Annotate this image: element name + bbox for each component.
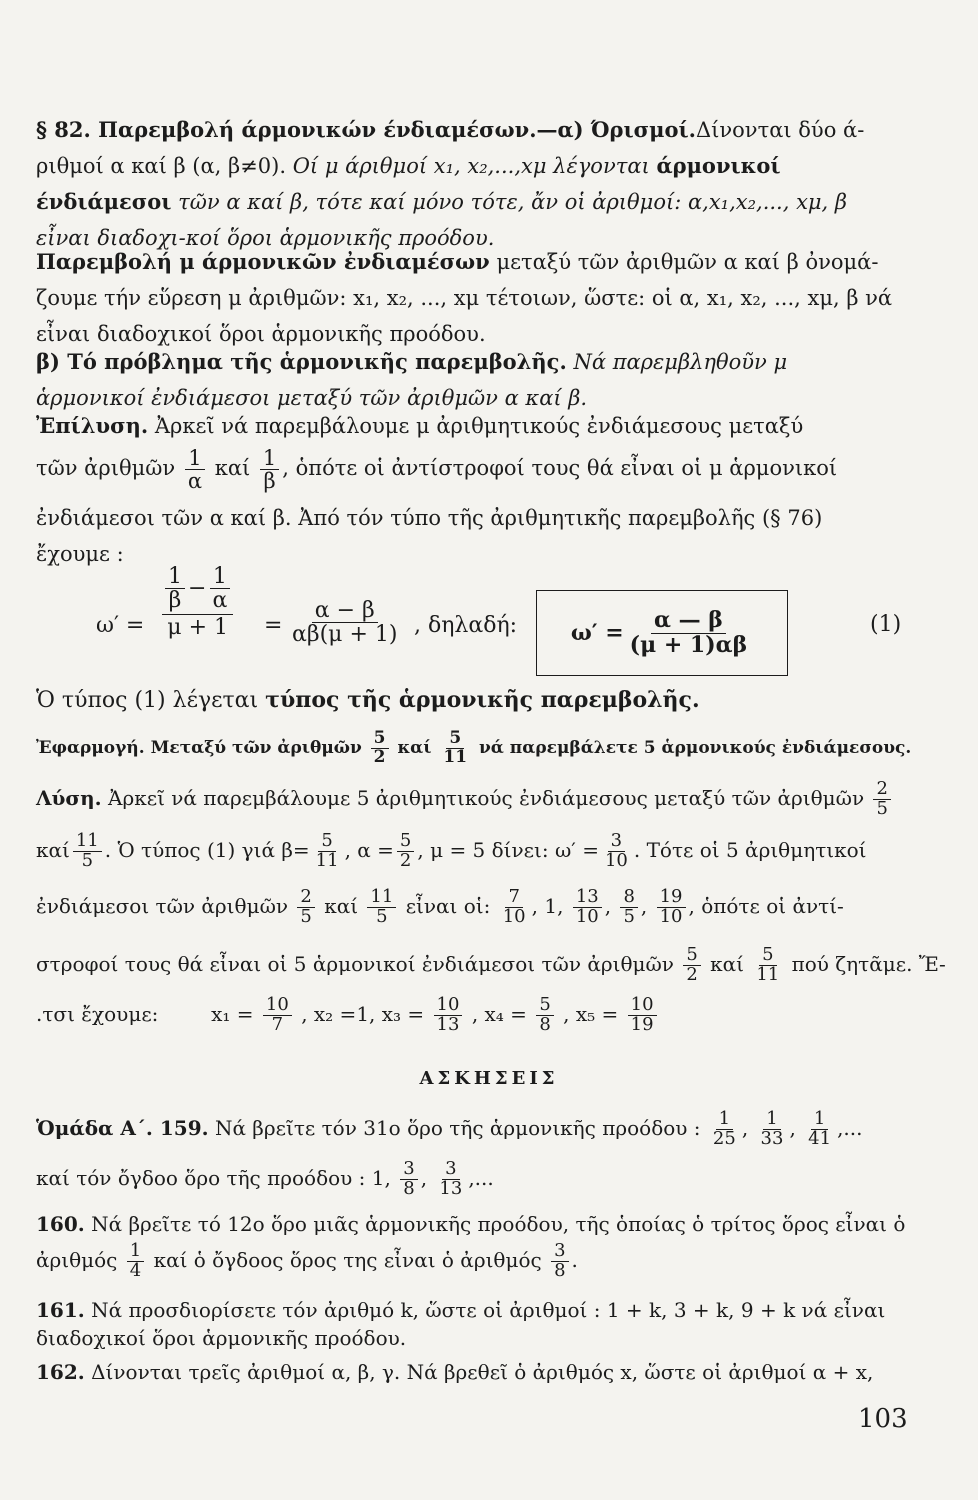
exercise-159-text-2: καί τόν ὄγδοο ὅρο τῆς προόδου : (36, 1165, 366, 1190)
solution-line-2 (36, 444, 896, 492)
frac-den: 2 (399, 849, 412, 871)
kai-text: καί (324, 893, 359, 918)
x3-label: x₃ = (381, 1001, 425, 1026)
frac-num: 10 (434, 996, 463, 1016)
fraction-7-10 (500, 888, 529, 927)
frac-den: 7 (271, 1013, 284, 1035)
dilladi-text: , δηλαδή: (414, 613, 518, 638)
fraction-b (313, 832, 342, 871)
lysi-line-3 (36, 888, 916, 927)
interpolation-paragraph (36, 244, 896, 352)
frac-den: αβ(μ + 1) (292, 622, 398, 648)
frac-den: 2 (686, 963, 698, 985)
comma: , (741, 1115, 749, 1140)
omega-lhs: ω′ = (96, 613, 145, 638)
solution-text-3: ἐνδιάμεσοι τῶν α καί β. Ἀπό τόν τύπο τῆς ἀριθμητικῆς παρεμβολῆς (§ 76) (36, 506, 823, 530)
definition-term: άρμονικοί ένδιάμεσοι (36, 153, 781, 214)
exercise-159-line-2 (36, 1160, 916, 1199)
fraction-3-8 (400, 1160, 417, 1199)
frac-num: α − β (312, 599, 378, 623)
lysi-text-2b: , α = (344, 837, 394, 862)
comma: , (531, 893, 538, 918)
frac-den: 10 (604, 849, 628, 871)
typos-bold: τύπος τῆς ἁρμονικῆς παρεμβολῆς. (265, 687, 700, 713)
fraction-x3 (434, 996, 463, 1035)
fraction-one-over-beta (260, 447, 279, 492)
frac-den: (μ + 1)αβ (629, 631, 748, 658)
kai-text: καί (710, 951, 744, 976)
dots: ,... (837, 1115, 863, 1140)
fraction-5-11b (753, 946, 782, 985)
frac-num: 5 (536, 996, 553, 1016)
exercise-159-number: Ὁμάδα Α΄. 159. (36, 1115, 209, 1140)
frac-num: 11 (73, 832, 102, 852)
compound-denominator: μ + 1 (167, 615, 228, 641)
fraction-1-25 (710, 1110, 739, 1149)
exercise-161-text: Νά προσδιορίσετε τόν ἀριθμό k, ὥστε οἱ ἀριθμοί : 1 + k, 3 + k, 9 + k νά εἶναι (91, 1298, 886, 1322)
exercise-162-line-1 (36, 1360, 916, 1384)
problem-paragraph (36, 344, 896, 416)
frac-num: 7 (505, 888, 522, 908)
fraction-one-over-beta-2 (165, 565, 185, 612)
comma: , (640, 893, 648, 918)
frac-den: 2 (373, 746, 386, 767)
fraction-5-11 (440, 730, 470, 767)
frac-den: 11 (315, 849, 339, 871)
period: . (571, 1247, 578, 1272)
exercise-160-number: 160. (36, 1212, 85, 1236)
lysi-results-line (36, 996, 916, 1035)
frac-num: 2 (297, 888, 314, 908)
frac-num: 13 (573, 888, 602, 908)
frac-den: 10 (502, 905, 526, 927)
frac-den: 11 (756, 963, 780, 985)
fraction-one-over-alpha (185, 447, 205, 492)
problem-heading: β) Τό πρόβλημα τῆς ἁρμονικῆς παρεμβολῆς. (36, 349, 567, 374)
fraction-3-13 (436, 1160, 465, 1199)
x2-label: , x₂ =1, (301, 1001, 376, 1026)
exercise-162-number: 162. (36, 1360, 85, 1384)
frac-num: 8 (620, 888, 637, 908)
frac-den: 13 (436, 1013, 460, 1035)
exercise-161-text-2: διαδοχικοί ὅροι ἁρμονικῆς προόδου. (36, 1326, 407, 1350)
fraction-a (397, 832, 414, 871)
x5-label: , x₅ = (563, 1001, 619, 1026)
one-term: 1, (371, 1165, 391, 1190)
application-text: Ἐφαρμογή. Μεταξύ τῶν ἀριθμῶν (36, 737, 362, 758)
fraction-5-2b (683, 946, 700, 985)
frac-den: β (263, 469, 276, 493)
solution-text-1: Ἀρκεῖ νά παρεμβάλουμε μ ἀριθμητικούς ἐνδιάμεσους μεταξύ (154, 414, 804, 438)
lysi-text-2d: . Τότε οἱ 5 ἀριθμητικοί (633, 837, 867, 862)
lysi-text-2a: . Ὁ τύπος (1) γιά β= (104, 837, 310, 862)
frac-den: 25 (712, 1127, 736, 1149)
exercise-159-text: Νά βρεῖτε τόν 31ο ὅρο τῆς ἁρμονικῆς προόδου : (214, 1115, 701, 1140)
exercise-162-text: Δίνονται τρεῖς ἀριθμοί α, β, γ. Νά βρεθεῖ ὁ ἀριθμός x, ὥστε οἱ ἀριθμοί α + x, (91, 1360, 874, 1384)
fraction-2-5b (297, 888, 314, 927)
boxed-formula (536, 590, 788, 676)
frac-num: 10 (628, 996, 657, 1016)
exercise-161-number: 161. (36, 1298, 85, 1322)
compound-fraction (162, 565, 233, 640)
fraction-3-8b (551, 1242, 568, 1281)
lysi-text-4a: στροφοί τους θά εἶναι οἱ 5 ἁρμονικοί ἐνδιάμεσοι τῶν ἀριθμῶν (36, 951, 674, 976)
exercise-160-line-2 (36, 1242, 916, 1281)
frac-num: 5 (683, 946, 700, 966)
comma: , (789, 1115, 796, 1140)
frac-num: 3 (551, 1242, 568, 1262)
fraction-w (602, 832, 631, 871)
frac-den: 11 (443, 746, 468, 767)
frac-den: 5 (623, 905, 635, 927)
lysi-text-5: .τσι ἔχουμε: (36, 1001, 159, 1026)
minus-sign: − (188, 576, 207, 602)
application-line (36, 730, 916, 767)
comma: , (604, 893, 612, 918)
equation-number: (1) (870, 612, 902, 637)
kai-text: καί (397, 737, 432, 758)
boxed-fraction (627, 609, 751, 656)
lysi-text-3d: , ὁπότε οἱ ἀντί- (688, 893, 844, 918)
solution-line-3 (36, 500, 896, 572)
frac-num: 5 (759, 946, 776, 966)
fraction-11-5 (73, 832, 102, 871)
frac-num: 1 (260, 447, 279, 470)
frac-den: 33 (760, 1127, 784, 1149)
frac-den: 5 (300, 905, 312, 927)
application-rest: νά παρεμβάλετε 5 ἁρμονικούς ἐνδιάμεσους. (479, 737, 912, 758)
fraction-1-4 (127, 1242, 144, 1281)
fraction-19-10 (657, 888, 686, 927)
exercise-161-line-2 (36, 1326, 916, 1350)
frac-num: 19 (657, 888, 686, 908)
frac-num: 3 (608, 832, 625, 852)
exercises-title: ΑΣΚΗΣΕΙΣ (419, 1068, 559, 1089)
lysi-line-1 (36, 780, 916, 819)
fraction-one-over-alpha-2 (209, 565, 230, 612)
frac-den: β (168, 588, 182, 614)
solution-text-2a: τῶν ἀριθμῶν (36, 456, 176, 480)
lysi-line-2 (36, 832, 916, 871)
simplified-fraction (286, 599, 403, 646)
section-heading: § 82. Παρεμβολή άρμονικών ένδιαμέσων.—α) Όρισμοί. (36, 117, 696, 142)
frac-den: 5 (81, 849, 94, 871)
fraction-2-5 (873, 780, 890, 819)
frac-num: 5 (371, 730, 389, 749)
frac-den: 8 (539, 1013, 551, 1035)
lysi-heading: Λύση. (36, 785, 102, 810)
frac-den: 4 (129, 1259, 142, 1281)
frac-den: 10 (575, 905, 599, 927)
fraction-1-41 (805, 1110, 834, 1149)
lysi-text-4c: πού ζητᾶμε. Ἔ- (791, 951, 946, 976)
frac-num: 1 (127, 1242, 144, 1262)
frac-den: 5 (876, 797, 888, 819)
solution-text-2b: καί (214, 456, 251, 480)
typos-text: Ὁ τύπος (1) λέγεται (36, 688, 259, 713)
frac-num: 1 (811, 1110, 828, 1130)
frac-num: 2 (873, 780, 890, 800)
frac-den: 5 (376, 905, 388, 927)
frac-num: 1 (763, 1110, 780, 1130)
frac-den: α (212, 588, 228, 614)
exercise-161-line-1 (36, 1298, 916, 1322)
x4-label: , x₄ = (471, 1001, 527, 1026)
fraction-5-2 (371, 730, 389, 767)
fraction-1-33 (758, 1110, 787, 1149)
dots: ,... (468, 1165, 494, 1190)
equals-sign: = (264, 613, 283, 638)
frac-num: 5 (318, 832, 335, 852)
frac-num: 1 (185, 447, 204, 470)
definition-paragraph (36, 112, 896, 256)
typos-line (36, 682, 896, 719)
compound-numerator (162, 565, 233, 615)
frac-den: 41 (808, 1127, 832, 1149)
definition-rest: τῶν α καί β, τότε καί μόνο τότε, ἄν οἱ ἀριθμοί: α,x₁,x₂,..., xμ, β εἶναι διαδοχι-κοί ὅροι ἁρμονικῆς προόδου. (36, 190, 848, 250)
frac-den: 10 (659, 905, 683, 927)
main-formula (96, 565, 916, 675)
exercise-160-line-1 (36, 1212, 916, 1236)
alpha-minus-beta-fraction (289, 599, 400, 646)
comma: , (420, 1165, 428, 1190)
frac-num: 1 (716, 1110, 733, 1130)
interpolation-text: μεταξύ τῶν ἀριθμῶν α καί β ὀνομά-ζουμε τήν εὕρεση μ ἀριθμῶν: x₁, x₂, ..., xμ τέτοιων, ὥστε: οἱ α, x₁, x₂, ..., xμ, β νά εἶναι διαδοχικοί ὅροι ἁρμονικῆς προόδου. (36, 250, 893, 346)
solution-heading: Ἐπίλυση. (36, 413, 149, 438)
frac-num: 1 (165, 565, 185, 589)
frac-den: 19 (630, 1013, 654, 1035)
one-term: 1, (544, 893, 564, 918)
frac-num: 5 (397, 832, 414, 852)
exercise-160-text: Νά βρεῖτε τό 12ο ὅρο μιᾶς ἁρμονικῆς προόδου, τῆς ὁποίας ὁ τρίτος ὅρος εἶναι ὁ (91, 1212, 906, 1236)
fraction-x1 (263, 996, 292, 1035)
lysi-line-4 (36, 944, 946, 985)
solution-text-2c: , ὁπότε οἱ ἀντίστροφοί τους θά εἶναι οἱ μ ἁρμονικοί (282, 456, 838, 480)
frac-den: 13 (439, 1177, 463, 1199)
definition-italic: Οί μ άριθμοί x₁, x₂,...,xμ λέγονται (292, 154, 650, 178)
lysi-text-2c: , μ = 5 δίνει: ω′ = (417, 837, 599, 862)
frac-num: 3 (442, 1160, 459, 1180)
lysi-text-3a: ἐνδιάμεσοι τῶν ἀριθμῶν (36, 893, 289, 918)
page-number: 103 (858, 1404, 908, 1434)
intro-text: Δίνονται δύο ά-ριθμοί α καί β (α, β≠0). (36, 118, 865, 178)
lysi-text-3c: εἶναι οἱ: (405, 893, 491, 918)
fraction-8-5 (620, 888, 637, 927)
fraction-13-10 (573, 888, 602, 927)
frac-den: 8 (554, 1259, 566, 1281)
frac-den: α (187, 469, 202, 493)
boxed-omega: ω′ = (570, 620, 624, 646)
frac-num: 11 (367, 888, 396, 908)
frac-num: α — β (651, 609, 726, 633)
frac-num: 1 (210, 565, 230, 589)
frac-num: 5 (446, 730, 464, 749)
exercise-159-line-1 (36, 1110, 916, 1149)
frac-num: 10 (263, 996, 292, 1016)
fraction-11-5b (367, 888, 396, 927)
problem-text: Νά παρεμβληθοῦν μ ἁρμονικοί ἐνδιάμεσοι μεταξύ τῶν ἀριθμῶν α καί β. (36, 350, 788, 410)
frac-den: 8 (403, 1177, 415, 1199)
solution-text-4: ἔχουμε : (36, 542, 124, 566)
fraction-x4 (536, 996, 553, 1035)
solution-line-1 (36, 408, 896, 444)
fraction-x5 (628, 996, 657, 1035)
lysi-text-1: Ἀρκεῖ νά παρεμβάλουμε 5 ἀριθμητικούς ἐνδιάμεσους μεταξύ τῶν ἀριθμῶν (108, 785, 865, 810)
exercise-160-text-2a: ἀριθμός (36, 1247, 118, 1272)
kai-text: καί (36, 837, 70, 862)
frac-num: 3 (400, 1160, 417, 1180)
interpolation-term: Παρεμβολή μ άρμονικῶν ἐνδιαμέσων (36, 249, 490, 274)
x1-label: x₁ = (211, 1001, 254, 1026)
exercise-160-text-2b: καί ὁ ὄγδοος ὅρος της εἶναι ὁ ἀριθμός (153, 1247, 542, 1272)
